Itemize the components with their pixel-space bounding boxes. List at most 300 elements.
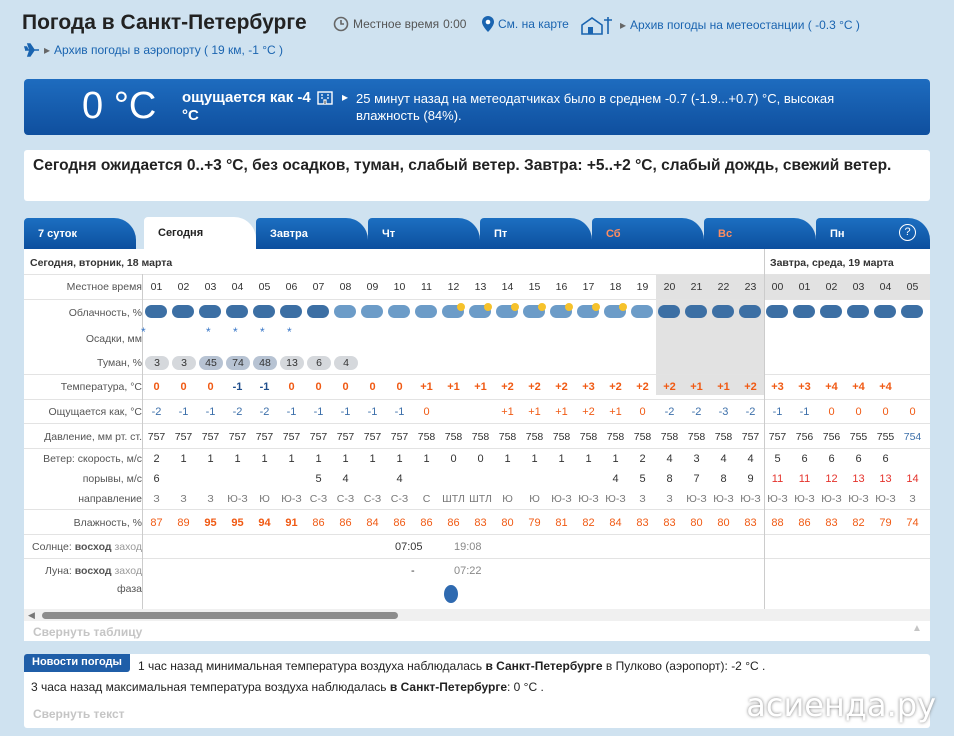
hour-cell: 23 bbox=[744, 281, 757, 293]
label-fog: Туман, % bbox=[97, 357, 142, 369]
temp-cell: +2 bbox=[528, 381, 541, 393]
feels-cell: -2 bbox=[151, 406, 162, 418]
pressure-cell: 758 bbox=[471, 431, 490, 443]
sunset-time: 19:08 bbox=[454, 541, 482, 553]
direction-cell: З bbox=[639, 493, 646, 505]
gust-cell: 4 bbox=[612, 473, 619, 485]
wind-cell: 1 bbox=[558, 453, 565, 465]
direction-cell: Ю-З bbox=[713, 493, 734, 505]
cloud-icon bbox=[307, 305, 329, 318]
pressure-cell: 758 bbox=[579, 431, 598, 443]
direction-cell: Ю-З bbox=[686, 493, 707, 505]
pressure-cell: 758 bbox=[525, 431, 544, 443]
feels-cell: 0 bbox=[828, 406, 835, 418]
local-time bbox=[333, 16, 466, 32]
pressure-cell: 757 bbox=[282, 431, 301, 443]
label-time: Местное время bbox=[66, 281, 142, 293]
forecast-summary: Сегодня ожидается 0..+3 °C, без осадков, туман, слабый ветер. Завтра: +5..+2 °C, слабый дождь, свежий ветер. bbox=[24, 150, 930, 201]
snow-icon: * bbox=[233, 325, 238, 339]
gust-cell: 6 bbox=[153, 473, 160, 485]
wind-cell: 1 bbox=[423, 453, 430, 465]
temp-cell: +4 bbox=[852, 381, 865, 393]
cloud-icon bbox=[658, 305, 680, 318]
cloud-icon bbox=[874, 305, 896, 318]
fog-cell: 45 bbox=[199, 356, 223, 370]
direction-cell: Ю-З bbox=[605, 493, 626, 505]
gust-cell: 4 bbox=[396, 473, 403, 485]
feels-cell: -1 bbox=[340, 406, 351, 418]
humidity-cell: 79 bbox=[528, 517, 541, 529]
temp-cell: +2 bbox=[501, 381, 514, 393]
fog-cell: 13 bbox=[280, 356, 304, 370]
label-feels: Ощущается как, °C bbox=[48, 406, 142, 418]
direction-cell: З bbox=[207, 493, 214, 505]
hour-cell: 14 bbox=[501, 281, 514, 293]
wind-cell: 1 bbox=[261, 453, 268, 465]
pressure-cell: 757 bbox=[363, 431, 382, 443]
table-scrollbar[interactable] bbox=[24, 609, 930, 621]
hour-cell: 19 bbox=[636, 281, 649, 293]
humidity-cell: 80 bbox=[690, 517, 703, 529]
pressure-cell: 757 bbox=[147, 431, 166, 443]
fog-cell: 3 bbox=[172, 356, 196, 370]
hour-cell: 11 bbox=[421, 281, 432, 293]
hour-cell: 12 bbox=[447, 281, 460, 293]
moon-phase-icon bbox=[444, 585, 458, 603]
temp-cell: +1 bbox=[447, 381, 460, 393]
wind-cell: 5 bbox=[774, 453, 781, 465]
tab-sat[interactable]: Сб bbox=[592, 218, 704, 249]
temp-cell: -1 bbox=[259, 381, 270, 393]
cloud-icon bbox=[712, 305, 734, 318]
scroll-left-icon[interactable]: ◀ bbox=[28, 610, 35, 620]
cloud-icon bbox=[685, 305, 707, 318]
gust-cell: 13 bbox=[879, 473, 892, 485]
sensor-note: 25 минут назад на метеодатчиках было в среднем -0.7 (-1.9...+0.7) °C, высокая влажность (84%). bbox=[356, 91, 835, 123]
wind-cell: 1 bbox=[585, 453, 592, 465]
wind-cell: 6 bbox=[828, 453, 835, 465]
direction-cell: Ю-З bbox=[848, 493, 869, 505]
feels-cell: 0 bbox=[909, 406, 916, 418]
wind-cell: 1 bbox=[315, 453, 322, 465]
humidity-cell: 86 bbox=[393, 517, 406, 529]
cloud-icon bbox=[739, 305, 761, 318]
direction-cell: Ю-З bbox=[740, 493, 761, 505]
cloud-icon bbox=[145, 305, 167, 318]
direction-cell: С-З bbox=[363, 493, 382, 505]
direction-cell: Ю-З bbox=[821, 493, 842, 505]
direction-cell: Ю-З bbox=[281, 493, 302, 505]
direction-cell: С-З bbox=[309, 493, 328, 505]
wind-cell: 1 bbox=[396, 453, 403, 465]
direction-cell: Ю-З bbox=[767, 493, 788, 505]
hour-cell: 13 bbox=[474, 281, 487, 293]
gust-cell: 5 bbox=[639, 473, 646, 485]
wind-cell: 6 bbox=[882, 453, 889, 465]
feels-cell: -2 bbox=[664, 406, 675, 418]
humidity-cell: 83 bbox=[663, 517, 676, 529]
hour-cell: 15 bbox=[528, 281, 541, 293]
pressure-cell: 758 bbox=[552, 431, 571, 443]
snow-icon: * bbox=[206, 325, 211, 339]
feels-cell: -1 bbox=[205, 406, 216, 418]
station-archive-link[interactable]: ▸ Архив погоды на метеостанции ( -0.3 °C ) bbox=[580, 15, 860, 35]
humidity-cell: 83 bbox=[825, 517, 838, 529]
pressure-cell: 755 bbox=[876, 431, 895, 443]
pressure-cell: 758 bbox=[714, 431, 733, 443]
humidity-cell: 86 bbox=[447, 517, 460, 529]
direction-cell: Ю bbox=[529, 493, 540, 505]
temp-cell: +1 bbox=[474, 381, 487, 393]
hour-cell: 03 bbox=[852, 281, 865, 293]
humidity-cell: 88 bbox=[771, 517, 784, 529]
temp-cell: -1 bbox=[232, 381, 243, 393]
gust-cell: 11 bbox=[798, 473, 811, 485]
hour-cell: 02 bbox=[177, 281, 190, 293]
wind-cell: 1 bbox=[612, 453, 619, 465]
fog-cell: 3 bbox=[145, 356, 169, 370]
cloud-icon bbox=[793, 305, 815, 318]
feels-cell: +1 bbox=[609, 406, 622, 418]
humidity-cell: 95 bbox=[231, 517, 244, 529]
clock-icon bbox=[333, 16, 349, 32]
sun-icon bbox=[538, 303, 546, 311]
feels-cell: -1 bbox=[394, 406, 405, 418]
temp-cell: +4 bbox=[825, 381, 838, 393]
pressure-cell: 757 bbox=[255, 431, 274, 443]
temp-cell: 0 bbox=[315, 381, 322, 393]
collapse-table-icon[interactable]: ▲ bbox=[912, 623, 922, 634]
wind-cell: 1 bbox=[342, 453, 349, 465]
hour-cell: 07 bbox=[312, 281, 325, 293]
tab-7-days[interactable]: 7 суток bbox=[24, 218, 136, 249]
feels-cell: +1 bbox=[555, 406, 568, 418]
pressure-cell: 757 bbox=[336, 431, 355, 443]
news-line-2: 3 часа назад максимальная температура воздуха наблюдалась в Санкт-Петербурге: 0 °C . bbox=[31, 680, 544, 694]
hour-cell: 03 bbox=[204, 281, 217, 293]
station-icon bbox=[580, 15, 616, 35]
wind-cell: 1 bbox=[504, 453, 511, 465]
feels-cell: +1 bbox=[528, 406, 541, 418]
fog-cell: 48 bbox=[253, 356, 277, 370]
cloud-icon bbox=[415, 305, 437, 318]
wind-cell: 2 bbox=[153, 453, 160, 465]
map-link-label[interactable]: См. на карте bbox=[498, 17, 569, 31]
feels-cell: -1 bbox=[367, 406, 378, 418]
gust-cell: 8 bbox=[666, 473, 673, 485]
direction-cell: Ю-З bbox=[794, 493, 815, 505]
hour-cell: 20 bbox=[663, 281, 676, 293]
wind-cell: 4 bbox=[747, 453, 754, 465]
temp-cell: +4 bbox=[879, 381, 892, 393]
direction-cell: З bbox=[153, 493, 160, 505]
feels-cell: 0 bbox=[639, 406, 646, 418]
hour-cell: 09 bbox=[366, 281, 379, 293]
hour-cell: 02 bbox=[825, 281, 838, 293]
wind-cell: 1 bbox=[234, 453, 241, 465]
sun-icon bbox=[592, 303, 600, 311]
pressure-cell: 758 bbox=[417, 431, 436, 443]
feels-cell: -1 bbox=[286, 406, 297, 418]
snow-icon: * bbox=[260, 325, 265, 339]
temp-cell: +2 bbox=[663, 381, 676, 393]
cloud-icon bbox=[253, 305, 275, 318]
temp-cell: +1 bbox=[420, 381, 433, 393]
humidity-cell: 83 bbox=[474, 517, 487, 529]
humidity-cell: 80 bbox=[501, 517, 514, 529]
direction-cell: Ю-З bbox=[875, 493, 896, 505]
pressure-cell: 758 bbox=[498, 431, 517, 443]
moonrise-time: - bbox=[411, 565, 415, 577]
direction-cell: С bbox=[422, 493, 431, 505]
label-phase: фаза bbox=[116, 583, 142, 595]
current-conditions: 0 °C ощущается как -4 °C ▸ 25 минут назад на метеодатчиках было в среднем -0.7 (-1.9...+0.7) °C, высокая влажность (84%). bbox=[24, 79, 930, 135]
wind-cell: 0 bbox=[450, 453, 457, 465]
hour-cell: 10 bbox=[393, 281, 406, 293]
temp-cell: +3 bbox=[582, 381, 595, 393]
temp-cell: 0 bbox=[288, 381, 295, 393]
temp-cell: +3 bbox=[771, 381, 784, 393]
snow-icon: * bbox=[287, 325, 292, 339]
building-icon bbox=[317, 89, 333, 105]
gust-cell: 5 bbox=[315, 473, 322, 485]
label-direction: направление bbox=[78, 493, 142, 505]
pressure-cell: 757 bbox=[741, 431, 760, 443]
map-pin-icon bbox=[482, 16, 494, 32]
scroll-thumb[interactable] bbox=[42, 612, 398, 619]
temp-cell: +3 bbox=[798, 381, 811, 393]
humidity-cell: 74 bbox=[906, 517, 919, 529]
temp-cell: 0 bbox=[396, 381, 403, 393]
wind-cell: 0 bbox=[477, 453, 484, 465]
gust-cell: 11 bbox=[771, 473, 784, 485]
cloud-icon bbox=[388, 305, 410, 318]
humidity-cell: 86 bbox=[420, 517, 433, 529]
feels-cell: -1 bbox=[178, 406, 189, 418]
temp-cell: 0 bbox=[153, 381, 160, 393]
hour-cell: 22 bbox=[717, 281, 730, 293]
label-precip: Осадки, мм bbox=[85, 333, 142, 345]
feels-cell: -1 bbox=[313, 406, 324, 418]
humidity-cell: 83 bbox=[744, 517, 757, 529]
label-humidity: Влажность, % bbox=[73, 517, 142, 529]
cloud-icon bbox=[334, 305, 356, 318]
sun-icon bbox=[565, 303, 573, 311]
hour-cell: 17 bbox=[582, 281, 595, 293]
sun-icon bbox=[511, 303, 519, 311]
collapse-table-link[interactable]: Свернуть таблицу bbox=[33, 625, 143, 639]
airport-archive-link[interactable]: ▸ Архив погоды в аэропорту ( 19 км, -1 °C ) bbox=[24, 43, 283, 57]
pressure-cell: 758 bbox=[660, 431, 679, 443]
feels-cell: -1 bbox=[799, 406, 810, 418]
direction-cell: Ю-З bbox=[578, 493, 599, 505]
page-title: Погода в Санкт-Петербурге bbox=[22, 11, 307, 34]
snow-icon: * bbox=[141, 325, 146, 339]
tab-thu[interactable]: Чт bbox=[368, 218, 480, 249]
tab-sun[interactable]: Вс bbox=[704, 218, 816, 249]
sunrise-time: 07:05 bbox=[395, 541, 423, 553]
hour-cell: 00 bbox=[771, 281, 784, 293]
fog-cell: 6 bbox=[307, 356, 331, 370]
pressure-cell: 756 bbox=[822, 431, 841, 443]
label-sun: Солнце: восход заход bbox=[32, 541, 142, 553]
wind-cell: 1 bbox=[180, 453, 187, 465]
airport-archive-label[interactable]: Архив погоды в аэропорту ( 19 км, -1 °C ) bbox=[54, 43, 284, 57]
humidity-cell: 81 bbox=[555, 517, 568, 529]
feels-cell: -2 bbox=[232, 406, 243, 418]
map-link[interactable] bbox=[482, 16, 569, 32]
wind-cell: 4 bbox=[720, 453, 727, 465]
hour-cell: 05 bbox=[906, 281, 919, 293]
pressure-cell: 757 bbox=[390, 431, 409, 443]
feels-cell: -1 bbox=[772, 406, 783, 418]
cloud-icon bbox=[199, 305, 221, 318]
cloud-icon bbox=[820, 305, 842, 318]
current-temp: 0 °C bbox=[82, 85, 157, 127]
humidity-cell: 87 bbox=[150, 517, 163, 529]
sun-icon bbox=[619, 303, 627, 311]
temp-cell: +2 bbox=[636, 381, 649, 393]
pressure-cell: 757 bbox=[228, 431, 247, 443]
wind-cell: 1 bbox=[207, 453, 214, 465]
gust-cell: 7 bbox=[693, 473, 700, 485]
temp-cell: 0 bbox=[207, 381, 214, 393]
gust-cell: 8 bbox=[720, 473, 727, 485]
pressure-cell: 758 bbox=[606, 431, 625, 443]
feels-cell: +2 bbox=[582, 406, 595, 418]
wind-cell: 2 bbox=[639, 453, 646, 465]
hour-cell: 01 bbox=[798, 281, 811, 293]
hour-cell: 04 bbox=[879, 281, 892, 293]
airplane-icon bbox=[24, 43, 40, 57]
direction-cell: Ю bbox=[502, 493, 513, 505]
cloud-icon bbox=[847, 305, 869, 318]
temp-cell: 0 bbox=[180, 381, 187, 393]
local-time-value: 0:00 bbox=[443, 17, 467, 31]
pressure-cell: 756 bbox=[795, 431, 814, 443]
help-icon[interactable]: ? bbox=[899, 224, 916, 241]
direction-cell: З bbox=[666, 493, 673, 505]
wind-cell: 3 bbox=[693, 453, 700, 465]
temp-cell: +1 bbox=[717, 381, 730, 393]
wind-cell: 6 bbox=[855, 453, 862, 465]
fog-cell: 4 bbox=[334, 356, 358, 370]
cloud-icon bbox=[280, 305, 302, 318]
news-button[interactable]: Новости погоды bbox=[24, 654, 130, 672]
feels-cell: -2 bbox=[259, 406, 270, 418]
cloud-icon bbox=[172, 305, 194, 318]
feels-cell: -2 bbox=[745, 406, 756, 418]
temp-cell: 0 bbox=[369, 381, 376, 393]
hourly-table bbox=[24, 249, 930, 641]
collapse-text-link[interactable]: Свернуть текст bbox=[33, 707, 125, 721]
humidity-cell: 80 bbox=[717, 517, 730, 529]
humidity-cell: 95 bbox=[204, 517, 217, 529]
cloud-icon bbox=[361, 305, 383, 318]
label-cloud: Облачность, % bbox=[68, 307, 142, 319]
hour-cell: 01 bbox=[150, 281, 163, 293]
direction-cell: Ю bbox=[259, 493, 270, 505]
humidity-cell: 86 bbox=[312, 517, 325, 529]
feels-cell: 0 bbox=[855, 406, 862, 418]
label-temp: Температура, °C bbox=[60, 381, 142, 393]
direction-cell: Ю-З bbox=[227, 493, 248, 505]
humidity-cell: 83 bbox=[636, 517, 649, 529]
humidity-cell: 82 bbox=[582, 517, 595, 529]
direction-cell: ШТЛ bbox=[469, 493, 492, 505]
page-header bbox=[22, 10, 944, 70]
today-header: Сегодня, вторник, 18 марта bbox=[30, 257, 173, 269]
news-line-1: 1 час назад минимальная температура воздуха наблюдалась в Санкт-Петербурге в Пулково (аэропорт): -2 °C . bbox=[138, 659, 766, 673]
temp-cell: 0 bbox=[342, 381, 349, 393]
station-archive-label[interactable]: Архив погоды на метеостанции ( -0.3 °C ) bbox=[630, 18, 860, 32]
hour-cell: 06 bbox=[285, 281, 298, 293]
humidity-cell: 94 bbox=[258, 517, 271, 529]
feels-cell: 0 bbox=[882, 406, 889, 418]
watermark: асиенда.ру bbox=[746, 686, 936, 724]
label-moon: Луна: восход заход bbox=[44, 565, 142, 577]
wind-cell: 4 bbox=[666, 453, 673, 465]
cloud-icon bbox=[631, 305, 653, 318]
tab-fri[interactable]: Пт bbox=[480, 218, 592, 249]
night-shade bbox=[656, 275, 764, 395]
hour-cell: 08 bbox=[339, 281, 352, 293]
direction-cell: З bbox=[180, 493, 187, 505]
pressure-cell: 757 bbox=[768, 431, 787, 443]
local-time-label: Местное время bbox=[353, 17, 440, 31]
temp-cell: +2 bbox=[609, 381, 622, 393]
direction-cell: С-З bbox=[390, 493, 409, 505]
pressure-cell: 757 bbox=[309, 431, 328, 443]
humidity-cell: 86 bbox=[798, 517, 811, 529]
humidity-cell: 84 bbox=[366, 517, 379, 529]
gust-cell: 14 bbox=[906, 473, 919, 485]
temp-cell: +1 bbox=[690, 381, 703, 393]
label-gusts: порывы, м/с bbox=[82, 473, 142, 485]
hour-cell: 04 bbox=[231, 281, 244, 293]
pressure-cell: 758 bbox=[687, 431, 706, 443]
label-pressure: Давление, мм рт. ст. bbox=[44, 431, 142, 443]
label-wind: Ветер: скорость, м/с bbox=[43, 453, 142, 465]
wind-cell: 1 bbox=[288, 453, 295, 465]
feels-cell: +1 bbox=[501, 406, 514, 418]
tomorrow-header: Завтра, среда, 19 марта bbox=[770, 257, 894, 269]
feels-cell: 0 bbox=[423, 406, 430, 418]
current-feels: ощущается как -4 °C bbox=[182, 89, 311, 124]
feels-cell: -3 bbox=[718, 406, 729, 418]
feels-cell: -2 bbox=[691, 406, 702, 418]
direction-cell: С-З bbox=[336, 493, 355, 505]
day-tabs bbox=[24, 217, 930, 249]
tab-today[interactable]: Сегодня bbox=[144, 217, 256, 249]
pressure-cell: 757 bbox=[201, 431, 220, 443]
pressure-cell: 758 bbox=[444, 431, 463, 443]
humidity-cell: 79 bbox=[879, 517, 892, 529]
moonset-time: 07:22 bbox=[454, 565, 482, 577]
hour-cell: 18 bbox=[609, 281, 622, 293]
humidity-cell: 84 bbox=[609, 517, 622, 529]
tab-tomorrow[interactable]: Завтра bbox=[256, 218, 368, 249]
temp-cell: +2 bbox=[744, 381, 757, 393]
wind-cell: 1 bbox=[369, 453, 376, 465]
pressure-cell: 757 bbox=[174, 431, 193, 443]
cloud-icon bbox=[226, 305, 248, 318]
humidity-cell: 91 bbox=[285, 517, 298, 529]
tab-mon[interactable]: Пн bbox=[816, 218, 930, 249]
direction-cell: ШТЛ bbox=[442, 493, 465, 505]
sun-icon bbox=[457, 303, 465, 311]
sun-icon bbox=[484, 303, 492, 311]
